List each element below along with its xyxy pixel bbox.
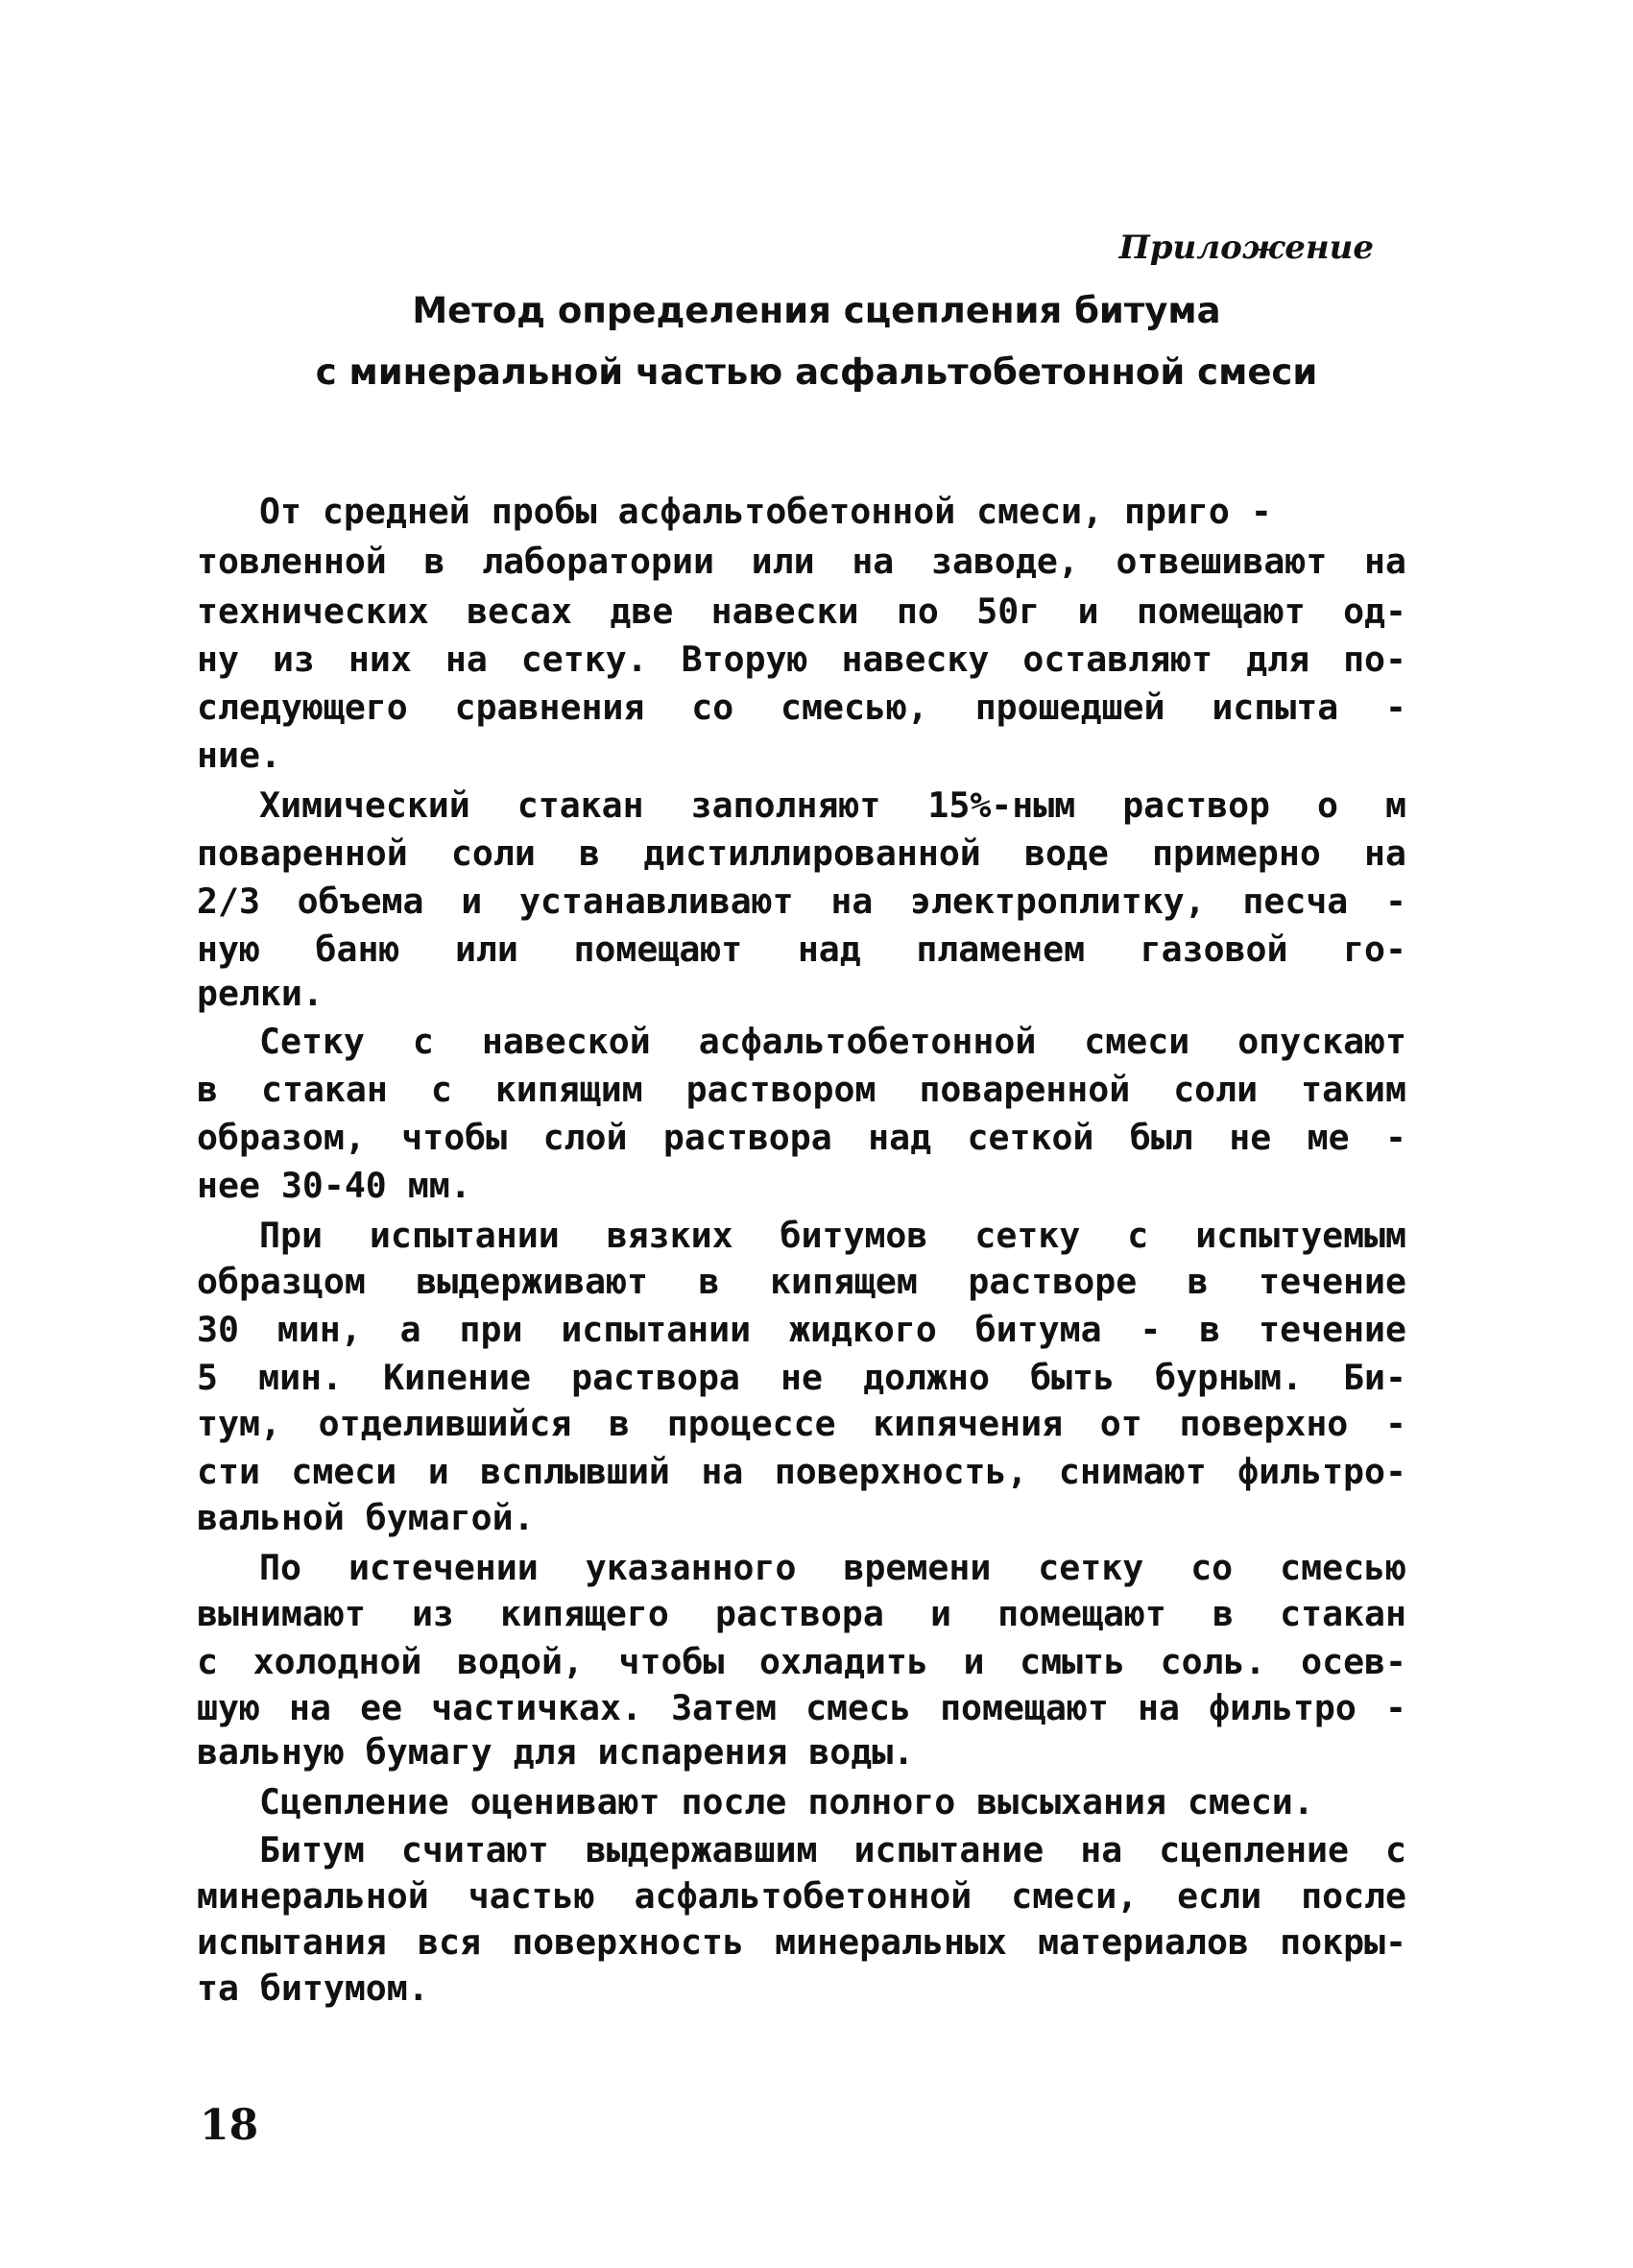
- text-line: образцом выдерживают в кипящем растворе в течение: [197, 1261, 1406, 1302]
- text-line: По истечении указанного времени сетку со смесью: [259, 1547, 1406, 1588]
- text-line: ние.: [197, 735, 281, 776]
- appendix-label: Приложение: [1118, 229, 1374, 267]
- text-line: ную баню или помещают над пламенем газовой го-: [197, 929, 1406, 970]
- document-title-line-2: с минеральной частью асфальтобетонной смеси: [315, 351, 1318, 393]
- text-line: испытания вся поверхность минеральных материалов покры-: [197, 1921, 1406, 1963]
- text-line: От средней пробы асфальтобетонной смеси, приго -: [259, 491, 1272, 532]
- text-line: Сцепление оценивают после полного высыхания смеси.: [259, 1781, 1314, 1822]
- text-line: Химический стакан заполняют 15%-ным раствор о м: [259, 784, 1406, 826]
- text-line: товленной в лаборатории или на заводе, отвешивают на: [197, 541, 1406, 582]
- text-line: с холодной водой, чтобы охладить и смыть соль. осев-: [197, 1641, 1406, 1682]
- text-line: вынимают из кипящего раствора и помещают в стакан: [197, 1593, 1406, 1634]
- text-line: вальной бумагой.: [197, 1497, 535, 1538]
- page-number: 18: [200, 2101, 259, 2150]
- text-line: При испытании вязких битумов сетку с испытуемым: [259, 1215, 1406, 1256]
- text-line: ну из них на сетку. Вторую навеску оставляют для по-: [197, 639, 1406, 680]
- text-line: 30 мин, а при испытании жидкого битума - в течение: [197, 1309, 1406, 1350]
- text-line: следующего сравнения со смесью, прошедшей испыта -: [197, 687, 1406, 728]
- text-line: Сетку с навеской асфальтобетонной смеси опускают: [259, 1021, 1406, 1062]
- text-line: технических весах две навески по 50г и помещают од-: [197, 591, 1406, 632]
- text-line: вальную бумагу для испарения воды.: [197, 1731, 915, 1773]
- text-line: нее 30-40 мм.: [197, 1165, 471, 1206]
- text-line: образом, чтобы слой раствора над сеткой был не ме -: [197, 1117, 1406, 1158]
- text-line: поваренной соли в дистиллированной воде примерно на: [197, 832, 1406, 874]
- text-line: та битумом.: [197, 1967, 429, 2009]
- text-line: сти смеси и всплывший на поверхность, снимают фильтро-: [197, 1451, 1406, 1492]
- text-line: шую на ее частичках. Затем смесь помещают на фильтро -: [197, 1687, 1406, 1728]
- text-line: 5 мин. Кипение раствора не должно быть бурным. Би-: [197, 1357, 1406, 1398]
- text-line: Битум считают выдержавшим испытание на сцепление с: [259, 1829, 1406, 1870]
- document-title-line-1: Метод определения сцепления битума: [412, 290, 1221, 331]
- text-line: тум, отделившийся в процессе кипячения от поверхно -: [197, 1403, 1406, 1444]
- text-line: в стакан с кипящим раствором поваренной соли таким: [197, 1069, 1406, 1110]
- text-line: минеральной частью асфальтобетонной смеси, если после: [197, 1875, 1406, 1917]
- text-line: 2/3 объема и устанавливают на электроплитку, песча -: [197, 881, 1406, 922]
- text-line: релки.: [197, 973, 324, 1014]
